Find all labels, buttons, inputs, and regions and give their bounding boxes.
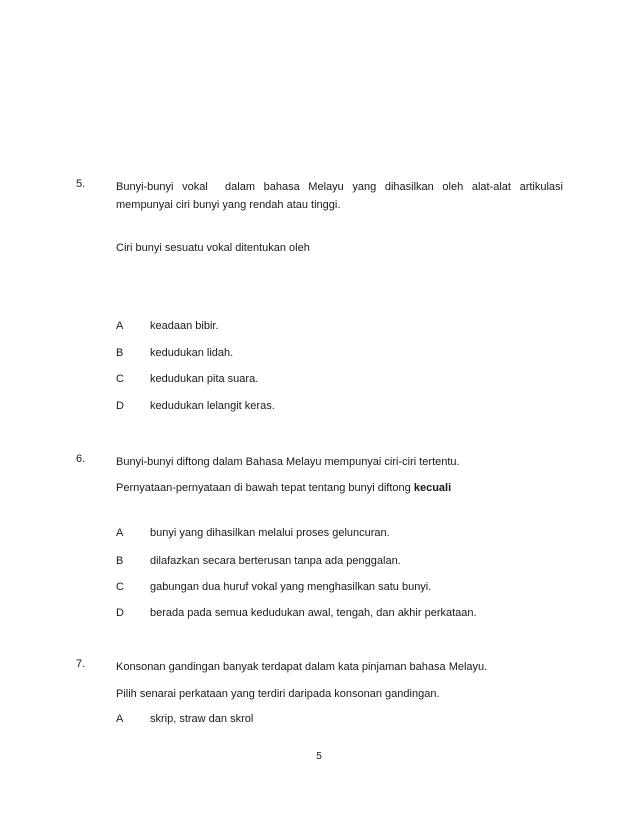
- option-letter: D: [116, 607, 124, 619]
- option-text: kedudukan lidah.: [150, 347, 234, 359]
- question-stem-line2: mempunyai ciri bunyi yang rendah atau tinggi.: [116, 199, 341, 211]
- option-letter: A: [116, 320, 124, 332]
- question-prompt: [116, 479, 563, 497]
- option-letter: A: [116, 713, 124, 725]
- option-text: kedudukan lelangit keras.: [150, 400, 275, 412]
- option-letter: C: [116, 373, 124, 385]
- option-text: bunyi yang dihasilkan melalui proses geluncuran.: [150, 527, 390, 539]
- option-text: skrip, straw dan skrol: [150, 713, 254, 725]
- option-text: kedudukan pita suara.: [150, 373, 259, 385]
- option-text: berada pada semua kedudukan awal, tengah, dan akhir perkataan.: [150, 607, 477, 619]
- question-prompt-emphasis: kecuali: [413, 482, 452, 494]
- question-number: 6.: [76, 453, 86, 465]
- option-letter: A: [116, 527, 124, 539]
- option-text: keadaan bibir.: [150, 320, 219, 332]
- question-prompt: Ciri bunyi sesuatu vokal ditentukan oleh: [116, 242, 310, 254]
- question-stem-line1: Bunyi-bunyi vokal dalam bahasa Melayu yang dihasilkan oleh alat-alat artikulasi: [116, 181, 563, 193]
- question-prompt: Pilih senarai perkataan yang terdiri daripada konsonan gandingan.: [116, 688, 440, 700]
- option-letter: B: [116, 555, 124, 567]
- option-text: gabungan dua huruf vokal yang menghasilkan satu bunyi.: [150, 581, 432, 593]
- question-stem: Bunyi-bunyi diftong dalam Bahasa Melayu mempunyai ciri-ciri tertentu.: [116, 456, 460, 468]
- option-letter: C: [116, 581, 124, 593]
- option-text: dilafazkan secara berterusan tanpa ada penggalan.: [150, 555, 401, 567]
- question-prompt-text: Pernyataan-pernyataan di bawah tepat tentang bunyi diftong: [116, 482, 411, 494]
- option-letter: D: [116, 400, 124, 412]
- option-letter: B: [116, 347, 124, 359]
- page-number: 5: [316, 751, 322, 762]
- question-stem: Konsonan gandingan banyak terdapat dalam kata pinjaman bahasa Melayu.: [116, 661, 488, 673]
- question-number: 5.: [76, 178, 86, 190]
- question-number: 7.: [76, 658, 86, 670]
